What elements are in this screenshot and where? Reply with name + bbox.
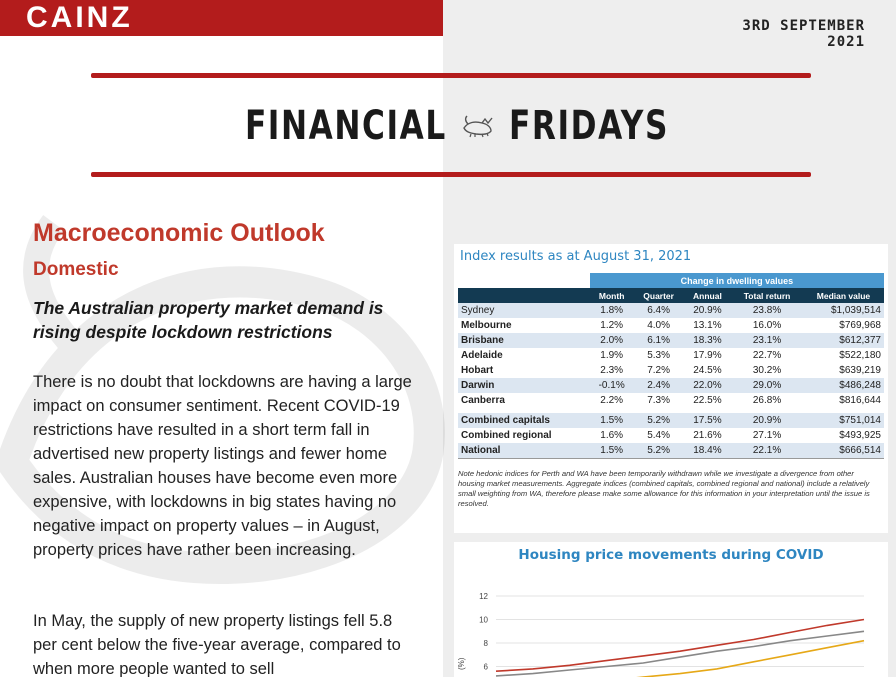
cell-quarter: 5.3% [647,350,671,361]
index-results-table [458,273,884,459]
cell-quarter: 7.2% [647,365,671,376]
chart-title: Housing price movements during COVID [518,547,824,563]
table-row [458,303,884,318]
cell-annual: 22.5% [693,395,722,406]
cell-name: Adelaide [461,350,503,361]
cell-name: Darwin [458,378,590,393]
column-header: Total return [731,288,803,303]
cell-month: 2.3% [600,365,624,376]
issue-date: 3RD SEPTEMBER 2021 [742,18,865,50]
table-row [458,333,884,348]
lead-paragraph: The Australian property market demand is rising despite lockdown restrictions [33,298,384,342]
table-band-header: Change in dwelling values [590,273,884,288]
masthead [91,98,811,154]
cell-median: $493,925 [839,430,881,441]
cell-total: 23.8% [731,303,803,318]
table-row [458,413,884,428]
cell-name: Canberra [461,395,505,406]
housing-price-chart [454,542,888,677]
section-subtitle: Domestic [33,259,119,280]
cell-month: -0.1% [590,378,634,393]
table-row [458,428,884,443]
index-results-card [454,244,888,533]
cell-month: 2.2% [600,395,624,406]
body-paragraph-2: In May, the supply of new property listings fell 5.8 per cent below the five-year average, compared to when more people wanted to sell [33,612,401,677]
cell-median: $769,968 [839,320,881,331]
column-header: Month [590,288,634,303]
brand-logo: CAINZ [26,1,133,34]
cell-median: $1,039,514 [803,303,884,318]
table-row [458,443,884,458]
cell-quarter: 5.4% [647,430,671,441]
cell-annual: 18.3% [684,333,732,348]
table-row [458,393,884,408]
cell-total: 27.1% [752,430,782,441]
cell-quarter: 6.4% [634,303,684,318]
series-red-line [496,620,864,672]
masthead-right-word: FRIDAYS [508,103,669,149]
cell-name: Hobart [461,365,494,376]
cell-month: 1.5% [590,443,634,458]
y-axis-label: (%) [457,657,466,670]
cell-median: $486,248 [803,378,884,393]
cell-annual: 22.0% [684,378,732,393]
index-table-title: Index results as at August 31, 2021 [460,249,692,264]
cell-median: $522,180 [839,350,881,361]
masthead-left-word: FINANCIAL [244,103,447,149]
cell-annual: 17.5% [684,413,732,428]
cell-median: $751,014 [803,413,884,428]
cell-name: Sydney [458,303,590,318]
cell-median: $666,514 [803,443,884,458]
cell-annual: 20.9% [684,303,732,318]
y-tick-label: 12 [479,592,488,601]
cell-month: 1.6% [600,430,624,441]
section-title: Macroeconomic Outlook [33,219,325,247]
cell-name: National [458,443,590,458]
bull-icon [461,114,495,138]
cell-annual: 13.1% [693,320,722,331]
y-tick-label: 6 [483,662,488,672]
cell-name: Combined regional [461,430,552,441]
cell-name: Brisbane [458,333,590,348]
cell-annual: 24.5% [693,365,722,376]
cell-quarter: 4.0% [647,320,671,331]
cell-annual: 17.9% [693,350,722,361]
cell-month: 1.5% [590,413,634,428]
masthead-rule-bottom [91,172,811,177]
table-footnote: Note hedonic indices for Perth and WA have been temporarily withdrawn while we investigate a divergence from other housing market measurements. Aggregate indices (combined capitals, combined regional and national) include a relatively small weighting from WA, therefore please make some allowance for this information in your interpretation until the issue is resolved. [458,468,870,508]
table-row [458,348,884,363]
masthead-rule-top [91,73,811,78]
cell-name: Combined capitals [458,413,590,428]
cell-median: $816,644 [839,395,881,406]
column-header: Quarter [634,288,684,303]
cell-annual: 18.4% [684,443,732,458]
cell-total: 16.0% [752,320,782,331]
table-header-row [458,288,884,303]
cell-total: 29.0% [731,378,803,393]
cell-total: 23.1% [731,333,803,348]
cell-quarter: 7.3% [647,395,671,406]
housing-price-chart-card [454,542,888,677]
cell-month: 2.0% [590,333,634,348]
cell-total: 20.9% [731,413,803,428]
cell-month: 1.8% [590,303,634,318]
cell-name: Melbourne [461,320,512,331]
cell-total: 22.7% [752,350,782,361]
cell-month: 1.2% [600,320,624,331]
table-row [458,363,884,378]
cell-annual: 21.6% [693,430,722,441]
cell-quarter: 5.2% [634,413,684,428]
cell-total: 26.8% [752,395,782,406]
body-paragraph-1: There is no doubt that lockdowns are having a large impact on consumer sentiment. Recent COVID-19 restrictions have resulted in a short term fall in advertised new property listings and fewer home sales. Australian houses have become even more expensive, with lockdowns in big states having no negative impact on property values – in August, property prices have rather been increasing. [33,373,412,559]
cell-median: $612,377 [803,333,884,348]
brand-bar [0,0,443,36]
y-tick-label: 8 [483,639,488,648]
series-gray-line [496,631,864,676]
cell-quarter: 2.4% [634,378,684,393]
cell-quarter: 6.1% [634,333,684,348]
cell-month: 1.9% [600,350,624,361]
column-header: Median value [803,288,884,303]
cell-total: 22.1% [731,443,803,458]
table-row [458,318,884,333]
cell-median: $639,219 [839,365,881,376]
cell-quarter: 5.2% [634,443,684,458]
cell-total: 30.2% [752,365,782,376]
column-header: Annual [684,288,732,303]
y-tick-label: 10 [479,615,488,625]
table-row [458,378,884,393]
